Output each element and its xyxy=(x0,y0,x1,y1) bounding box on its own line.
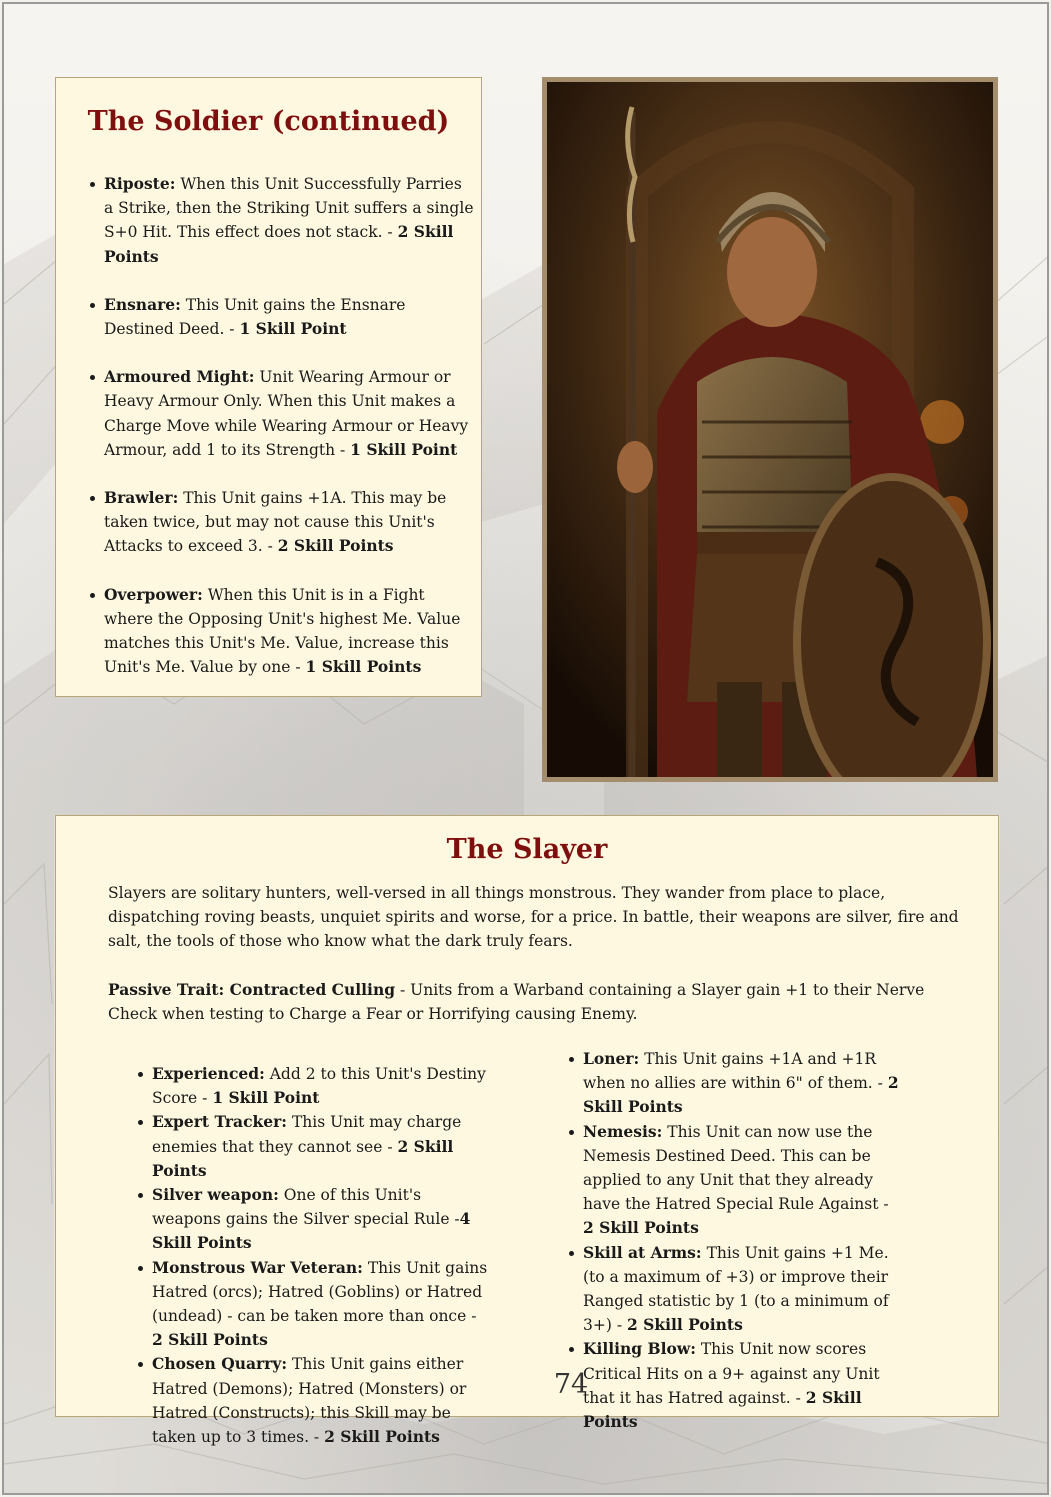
soldier-skill-list xyxy=(90,172,474,703)
soldier-title: The Soldier (continued) xyxy=(87,106,450,137)
slayer-title: The Slayer xyxy=(446,834,608,865)
soldier-portrait-image xyxy=(542,77,998,782)
skill-monstrous-war-veteran: Monstrous War Veteran: This Unit gains Hatred (orcs); Hatred (Goblins) or Hatred (undead) - can be taken more than once - 2 Skill Points xyxy=(138,1256,488,1353)
slayer-skill-list-right xyxy=(569,1047,899,1434)
skill-chosen-quarry: Chosen Quarry: This Unit gains either Hatred (Demons); Hatred (Monsters) or Hatred (Constructs); this Skill may be taken up to 3 times. - 2 Skill Points xyxy=(138,1352,488,1449)
skill-silver-weapon: Silver weapon: One of this Unit's weapons gains the Silver special Rule -4 Skill Points xyxy=(138,1183,488,1256)
skill-riposte: Riposte: When this Unit Successfully Parries a Strike, then the Striking Unit suffers a single S+0 Hit. This effect does not stack. - 2 Skill Points xyxy=(90,172,474,269)
slayer-passive-trait: Passive Trait: Contracted Culling - Units from a Warband containing a Slayer gain +1 to their Nerve Check when testing to Charge a Fear or Horrifying causing Enemy. xyxy=(108,980,925,1024)
skill-brawler: Brawler: This Unit gains +1A. This may be taken twice, but may not cause this Unit's Attacks to exceed 3. - 2 Skill Points xyxy=(90,486,474,559)
slayer-panel xyxy=(55,815,999,1447)
skill-experienced: Experienced: Add 2 to this Unit's Destiny Score - 1 Skill Point xyxy=(138,1062,488,1110)
slayer-intro: Slayers are solitary hunters, well-versed in all things monstrous. They wander from place to place, dispatching roving beasts, unquiet spirits and worse, for a price. In battle, their weapons are silver, fire and salt, the tools of those who know what the dark truly fears. xyxy=(108,884,959,951)
skill-expert-tracker: Expert Tracker: This Unit may charge enemies that they cannot see - 2 Skill Points xyxy=(138,1110,488,1183)
soldier-skills-panel xyxy=(55,77,482,697)
skill-nemesis: Nemesis: This Unit can now use the Nemesis Destined Deed. This can be applied to any Unit that they already have the Hatred Special Rule Against - 2 Skill Points xyxy=(569,1120,899,1241)
skill-loner: Loner: This Unit gains +1A and +1R when no allies are within 6" of them. - 2 Skill Points xyxy=(569,1047,899,1120)
skill-killing-blow: Killing Blow: This Unit now scores Critical Hits on a 9+ against any Unit that it has Hatred against. - 2 Skill Points xyxy=(569,1337,899,1434)
skill-armoured-might: Armoured Might: Unit Wearing Armour or Heavy Armour Only. When this Unit makes a Charge Move while Wearing Armour or Heavy Armour, add 1 to its Strength - 1 Skill Point xyxy=(90,365,474,462)
skill-ensnare: Ensnare: This Unit gains the Ensnare Destined Deed. - 1 Skill Point xyxy=(90,293,474,341)
skill-skill-at-arms: Skill at Arms: This Unit gains +1 Me. (to a maximum of +3) or improve their Ranged statistic by 1 (to a minimum of 3+) - 2 Skill Points xyxy=(569,1241,899,1338)
skill-overpower: Overpower: When this Unit is in a Fight where the Opposing Unit's highest Me. Value matches this Unit's Me. Value, increase this Unit's Me. Value by one - 1 Skill Points xyxy=(90,583,474,680)
slayer-skill-list-left xyxy=(138,1062,488,1449)
page-number: 74 xyxy=(553,1369,589,1400)
page xyxy=(2,2,1049,1495)
